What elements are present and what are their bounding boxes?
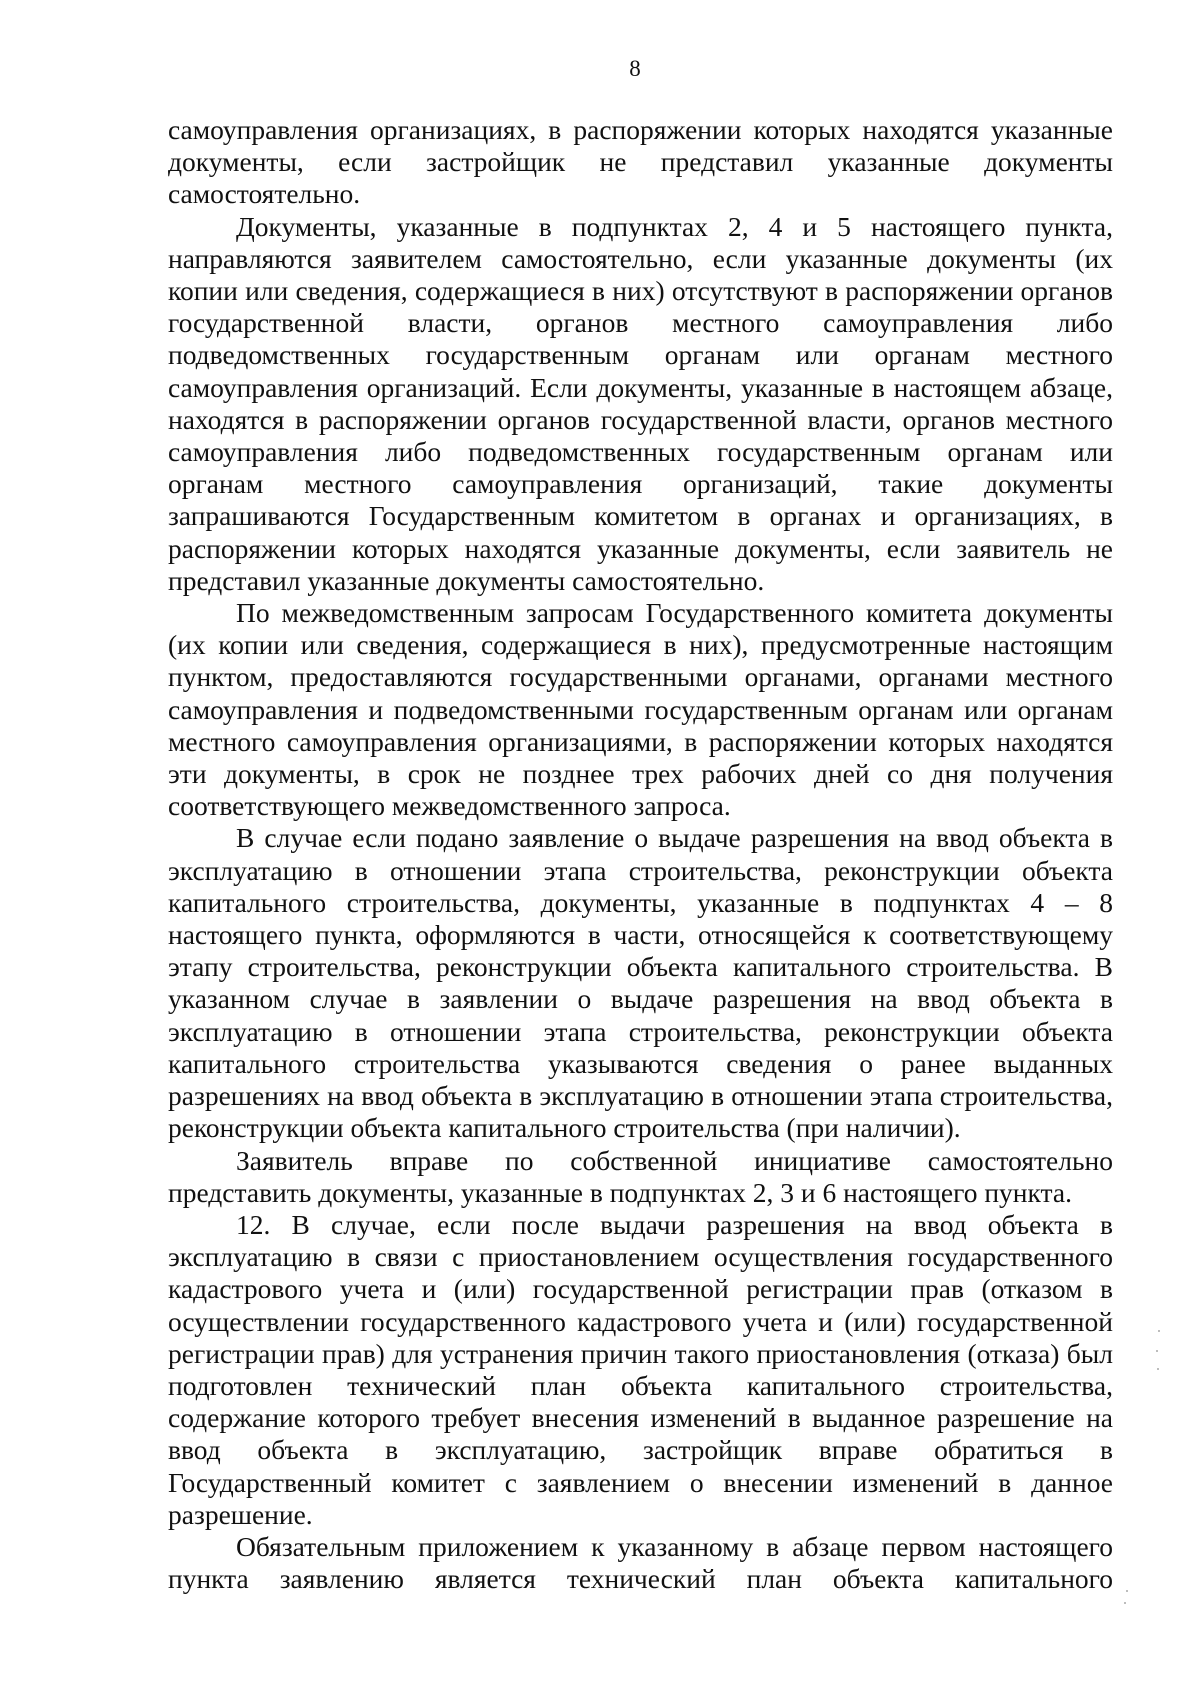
paragraph-applicant-right: Заявитель вправе по собственной инициативе самостоятельно представить документы, указанные в подпунктах 2, 3 и 6 настоящего пункта. bbox=[168, 1144, 1113, 1208]
scan-artifact bbox=[1157, 1368, 1159, 1370]
paragraph-mandatory-attachment: Обязательным приложением к указанному в абзаце первом настоящего пункта заявлению является технический план объекта капитального bbox=[168, 1530, 1113, 1595]
paragraph-interagency-requests: По межведомственным запросам Государственного комитета документы (их копии или сведения, содержащиеся в них), предусмотренные настоящим пунктом, предоставляются государственными органами, органами местного самоуправления и подведомственными государственным органам или органам местного самоуправления организациями, в распоряжении которых находятся эти документы, в срок не позднее трех рабочих дней со дня получения соответствующего межведомственного запроса. bbox=[168, 597, 1113, 822]
scan-artifact bbox=[1158, 1330, 1160, 1332]
paragraph-construction-stage: В случае если подано заявление о выдаче разрешения на ввод объекта в эксплуатацию в отношении этапа строительства, реконструкции объекта капитального строительства, документы, указанные в подпунктах 4 – 8 настоящего пункта, оформляются в части, относящейся к соответствующему этапу строительства, реконструкции объекта капитального строительства. В указанном случае в заявлении о выдаче разрешения на ввод объекта в эксплуатацию в отношении этапа строительства, реконструкции объекта капитального строительства указываются сведения о ранее выданных разрешениях на ввод объекта в эксплуатацию в отношении этапа строительства, реконструкции объекта капитального строительства (при наличии). bbox=[168, 822, 1113, 1144]
scan-artifact bbox=[1156, 1350, 1158, 1352]
document-body bbox=[168, 114, 1113, 1595]
paragraph-item-12: 12. В случае, если после выдачи разрешения на ввод объекта в эксплуатацию в связи с приостановлением осуществления государственного кадастрового учета и (или) государственной регистрации прав (отказом в осуществлении государственного кадастрового учета и (или) государственной регистрации прав) для устранения причин такого приостановления (отказа) был подготовлен технический план объекта капитального строительства, содержание которого требует внесения изменений в выданное разрешение на ввод объекта в эксплуатацию, застройщик вправе обратиться в Государственный комитет с заявлением о внесении изменений в данное разрешение. bbox=[168, 1208, 1113, 1530]
paragraph-documents-2-4-5: Документы, указанные в подпунктах 2, 4 и 5 настоящего пункта, направляются заявителем самостоятельно, если указанные документы (их копии или сведения, содержащиеся в них) отсутствуют в распоряжении органов государственной власти, органов местного самоуправления либо подведомственных государственным органам или органам местного самоуправления организаций. Если документы, указанные в настоящем абзаце, находятся в распоряжении органов государственной власти, органов местного самоуправления либо подведомственных государственным органам или органам местного самоуправления организаций, такие документы запрашиваются Государственным комитетом в органах и организациях, в распоряжении которых находятся указанные документы, если заявитель не представил указанные документы самостоятельно. bbox=[168, 210, 1113, 596]
page-number: 8 bbox=[629, 56, 641, 81]
paragraph-continuation: самоуправления организациях, в распоряжении которых находятся указанные документы, если застройщик не представил указанные документы самостоятельно. bbox=[168, 114, 1113, 210]
scan-artifact bbox=[1126, 1590, 1128, 1592]
scan-artifact bbox=[1124, 1602, 1126, 1604]
